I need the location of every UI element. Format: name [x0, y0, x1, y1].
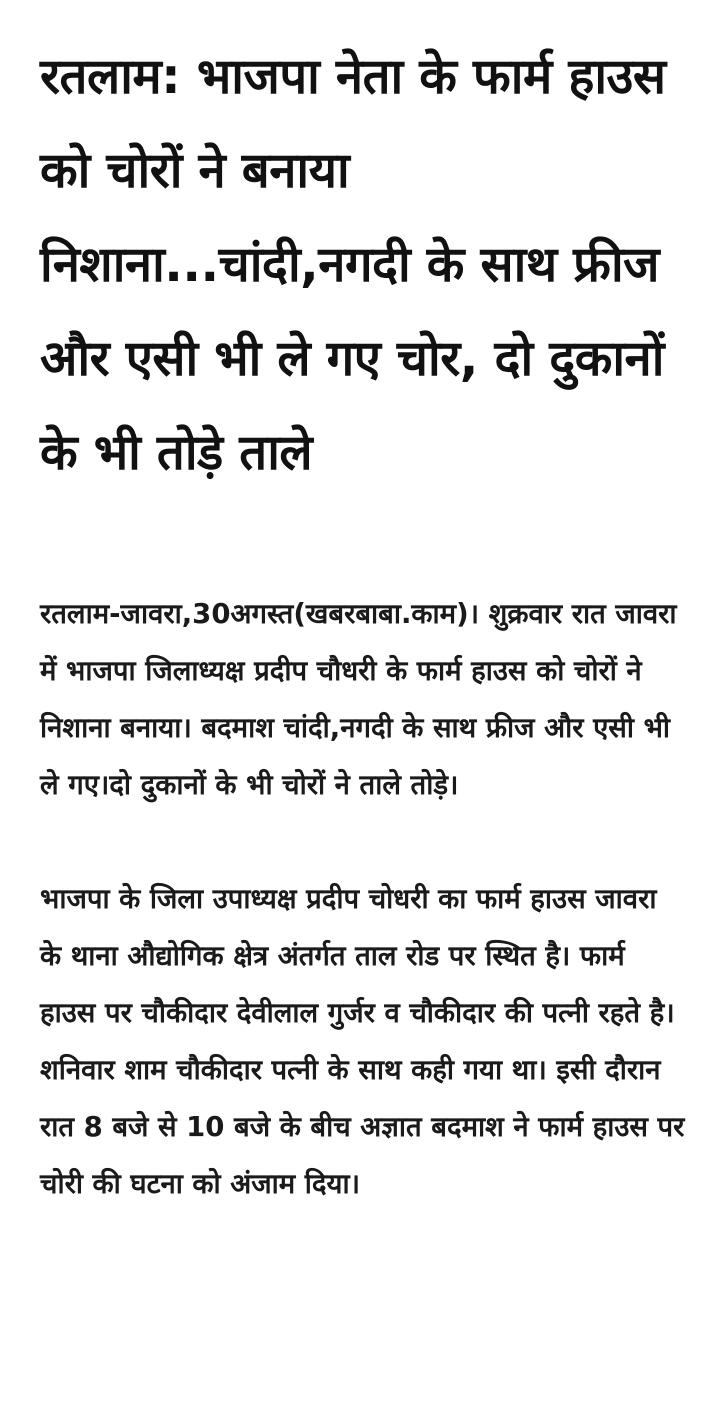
- article-paragraph: भाजपा के जिला उपाध्यक्ष प्रदीप चोधरी का फार्म हाउस जावरा के थाना औद्योगिक क्षेत्र अंतर्गत ताल रोड पर स्थित है। फार्म हाउस पर चौकीदार देवीलाल गुर्जर व चौकीदार की पत्नी रहते है। शनिवार शाम चौकीदार पत्नी के साथ कही गया था। इसी दौरान रात 8 बजे से 10 बजे के बीच अज्ञात बदमाश ने फार्म हाउस पर चोरी की घटना को अंजाम दिया।: [40, 883, 685, 1200]
- news-article: [40, 30, 685, 1213]
- article-paragraph: रतलाम-जावरा,30अगस्त(खबरबाबा.काम)। शुक्रवार रात जावरा में भाजपा जिलाध्यक्ष प्रदीप चौधरी के फार्म हाउस को चोरों ने निशाना बनाया। बदमाश चांदी,नगदी के साथ फ्रीज और एसी भी ले गए।दो दुकानों के भी चोरों ने ताले तोड़े।: [40, 598, 677, 801]
- article-headline: रतलाम: भाजपा नेता के फार्म हाउस को चोरों ने बनाया निशाना...चांदी,नगदी के साथ फ्रीज और एसी भी ले गए चोर, दो दुकानों के भी तोड़े ताले: [40, 48, 666, 481]
- article-body: [40, 586, 685, 1213]
